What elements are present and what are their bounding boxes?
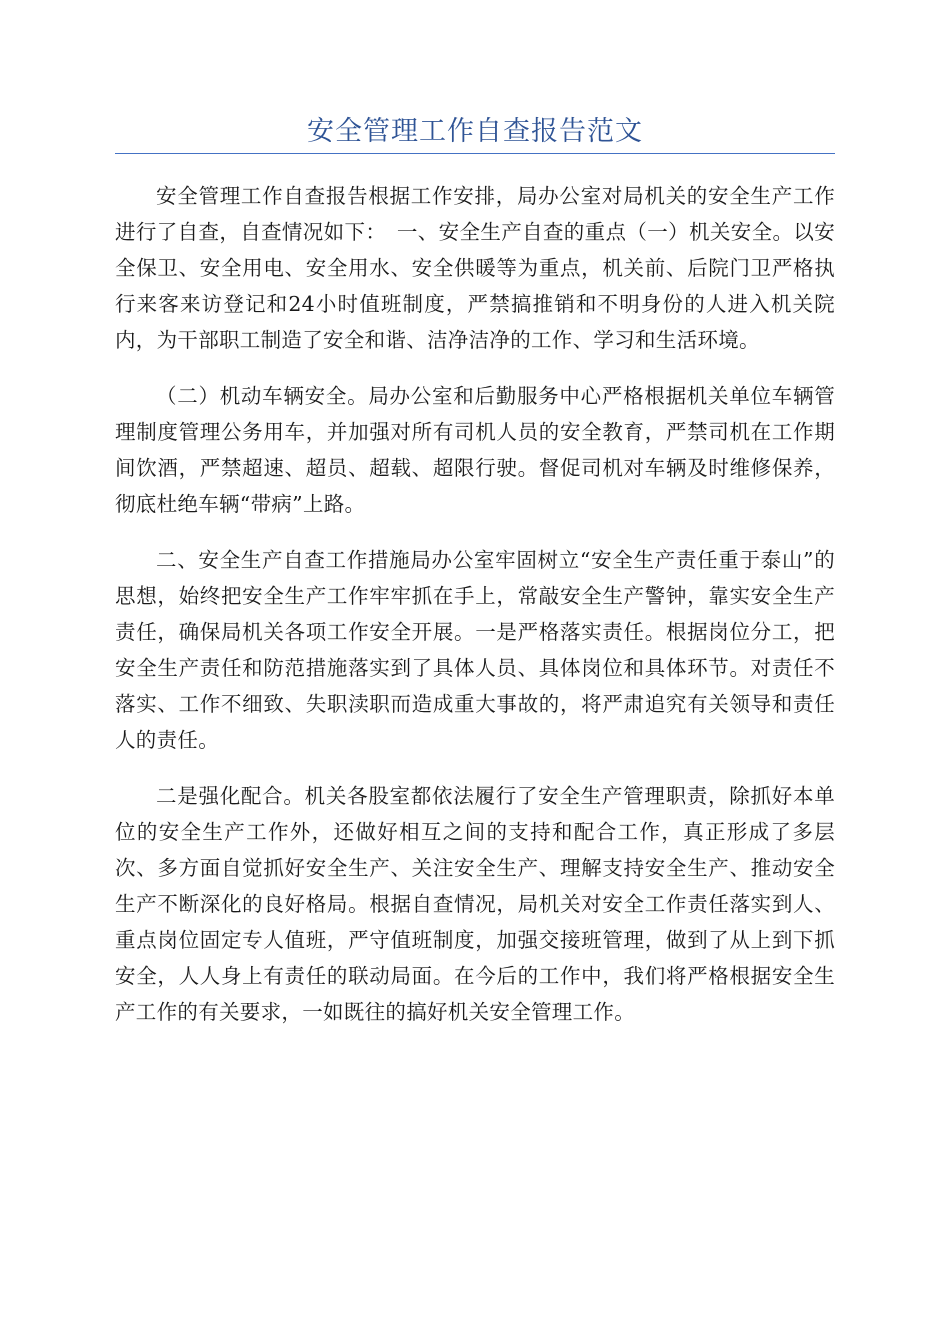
title-underline: [115, 153, 835, 154]
document-title: 安全管理工作自查报告范文: [307, 116, 643, 147]
paragraph-2: （二）机动车辆安全。局办公室和后勤服务中心严格根据机关单位车辆管理制度管理公务用车，并加强对所有司机人员的安全教育，严禁司机在工作期间饮酒，严禁超速、超员、超载、超限行驶。督促司机对车辆及时维修保养，彻底杜绝车辆“带病”上路。: [115, 384, 835, 516]
paragraph-4: 二是强化配合。机关各股室都依法履行了安全生产管理职责，除抓好本单位的安全生产工作外，还做好相互之间的支持和配合工作，真正形成了多层次、多方面自觉抓好安全生产、关注安全生产、理解支持安全生产、推动安全生产不断深化的良好格局。根据自查情况，局机关对安全工作责任落实到人、重点岗位固定专人值班，严守值班制度，加强交接班管理，做到了从上到下抓安全，人人身上有责任的联动局面。在今后的工作中，我们将严格根据安全生产工作的有关要求，一如既往的搞好机关安全管理工作。: [115, 784, 835, 1024]
paragraph-1: 安全管理工作自查报告根据工作安排，局办公室对局机关的安全生产工作进行了自查，自查情况如下： 一、安全生产自查的重点（一）机关安全。以安全保卫、安全用电、安全用水、安全供暖等为重点，机关前、后院门卫严格执行来客来访登记和24小时值班制度，严禁搞推销和不明身份的人进入机关院内，为干部职工制造了安全和谐、洁净洁净的工作、学习和生活环境。: [115, 184, 835, 352]
document-body: [115, 178, 835, 1050]
paragraph-3: 二、安全生产自查工作措施局办公室牢固树立“安全生产责任重于泰山”的思想，始终把安全生产工作牢牢抓在手上，常敲安全生产警钟，靠实安全生产责任，确保局机关各项工作安全开展。一是严格落实责任。根据岗位分工，把安全生产责任和防范措施落实到了具体人员、具体岗位和具体环节。对责任不落实、工作不细致、失职渎职而造成重大事故的，将严肃追究有关领导和责任人的责任。: [115, 548, 835, 752]
